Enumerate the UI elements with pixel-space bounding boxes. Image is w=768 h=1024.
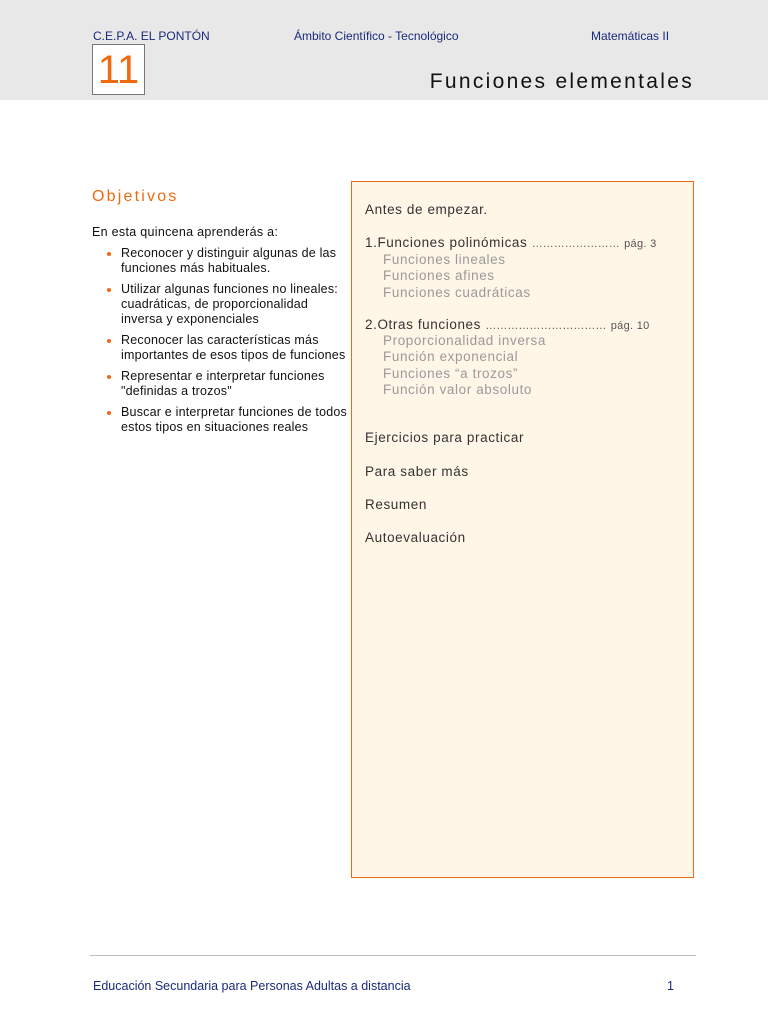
objective-text: Reconocer las características más importantes de esos tipos de funciones xyxy=(121,333,346,362)
toc-section-1-page: pág. 3 xyxy=(624,238,657,250)
bullet-icon xyxy=(107,411,111,415)
toc-subitem[interactable]: Función exponencial xyxy=(383,349,519,364)
objective-item xyxy=(92,369,347,399)
unit-title: Funciones elementales xyxy=(429,70,694,93)
toc-subitem[interactable]: Funciones afines xyxy=(383,268,495,283)
toc-section-1[interactable] xyxy=(365,235,657,250)
toc-subitem[interactable]: Proporcionalidad inversa xyxy=(383,333,546,348)
toc-exercises[interactable]: Ejercicios para practicar xyxy=(365,430,525,445)
objective-text: Reconocer y distinguir algunas de las funciones más habituales. xyxy=(121,246,337,275)
bullet-icon xyxy=(107,252,111,256)
table-of-contents xyxy=(351,181,694,878)
toc-summary[interactable]: Resumen xyxy=(365,497,427,512)
bullet-icon xyxy=(107,288,111,292)
toc-self-assessment[interactable]: Autoevaluación xyxy=(365,530,466,545)
objectives-intro: En esta quincena aprenderás a: xyxy=(92,225,279,239)
toc-section-2[interactable] xyxy=(365,317,650,332)
objective-text: Utilizar algunas funciones no lineales: cuadráticas, de proporcionalidad inversa y exponenciales xyxy=(121,282,338,326)
objective-item xyxy=(92,333,347,363)
objective-text: Buscar e interpretar funciones de todos estos tipos en situaciones reales xyxy=(121,405,347,434)
toc-subitem[interactable]: Funciones “a trozos” xyxy=(383,366,519,381)
objective-item xyxy=(92,246,347,276)
toc-subitem[interactable]: Función valor absoluto xyxy=(383,382,533,397)
toc-section-1-label: 1.Funciones polinómicas xyxy=(365,235,528,250)
toc-section-2-label: 2.Otras funciones xyxy=(365,317,482,332)
area-name: Ámbito Científico - Tecnológico xyxy=(294,29,459,43)
objective-text: Representar e interpretar funciones "definidas a trozos" xyxy=(121,369,325,398)
bullet-icon xyxy=(107,339,111,343)
objectives-title: Objetivos xyxy=(92,188,179,205)
footer-divider xyxy=(90,955,696,956)
footer-program: Educación Secundaria para Personas Adultas a distancia xyxy=(93,979,411,993)
objective-item xyxy=(92,405,347,435)
toc-subitem[interactable]: Funciones cuadráticas xyxy=(383,285,531,300)
subject-name: Matemáticas II xyxy=(591,29,670,43)
toc-intro[interactable]: Antes de empezar. xyxy=(365,202,488,217)
toc-leader-dots: …………………………… xyxy=(485,320,607,332)
page-number: 1 xyxy=(667,979,674,993)
toc-subitem[interactable]: Funciones lineales xyxy=(383,252,506,267)
unit-number: 11 xyxy=(97,47,140,92)
toc-learn-more[interactable]: Para saber más xyxy=(365,464,469,479)
toc-leader-dots: …………………… xyxy=(531,238,620,250)
toc-section-2-page: pág. 10 xyxy=(610,320,650,332)
school-name: C.E.P.A. EL PONTÓN xyxy=(93,29,210,43)
objectives-list xyxy=(92,246,347,441)
objective-item xyxy=(92,282,347,327)
unit-number-box xyxy=(92,44,145,95)
bullet-icon xyxy=(107,375,111,379)
